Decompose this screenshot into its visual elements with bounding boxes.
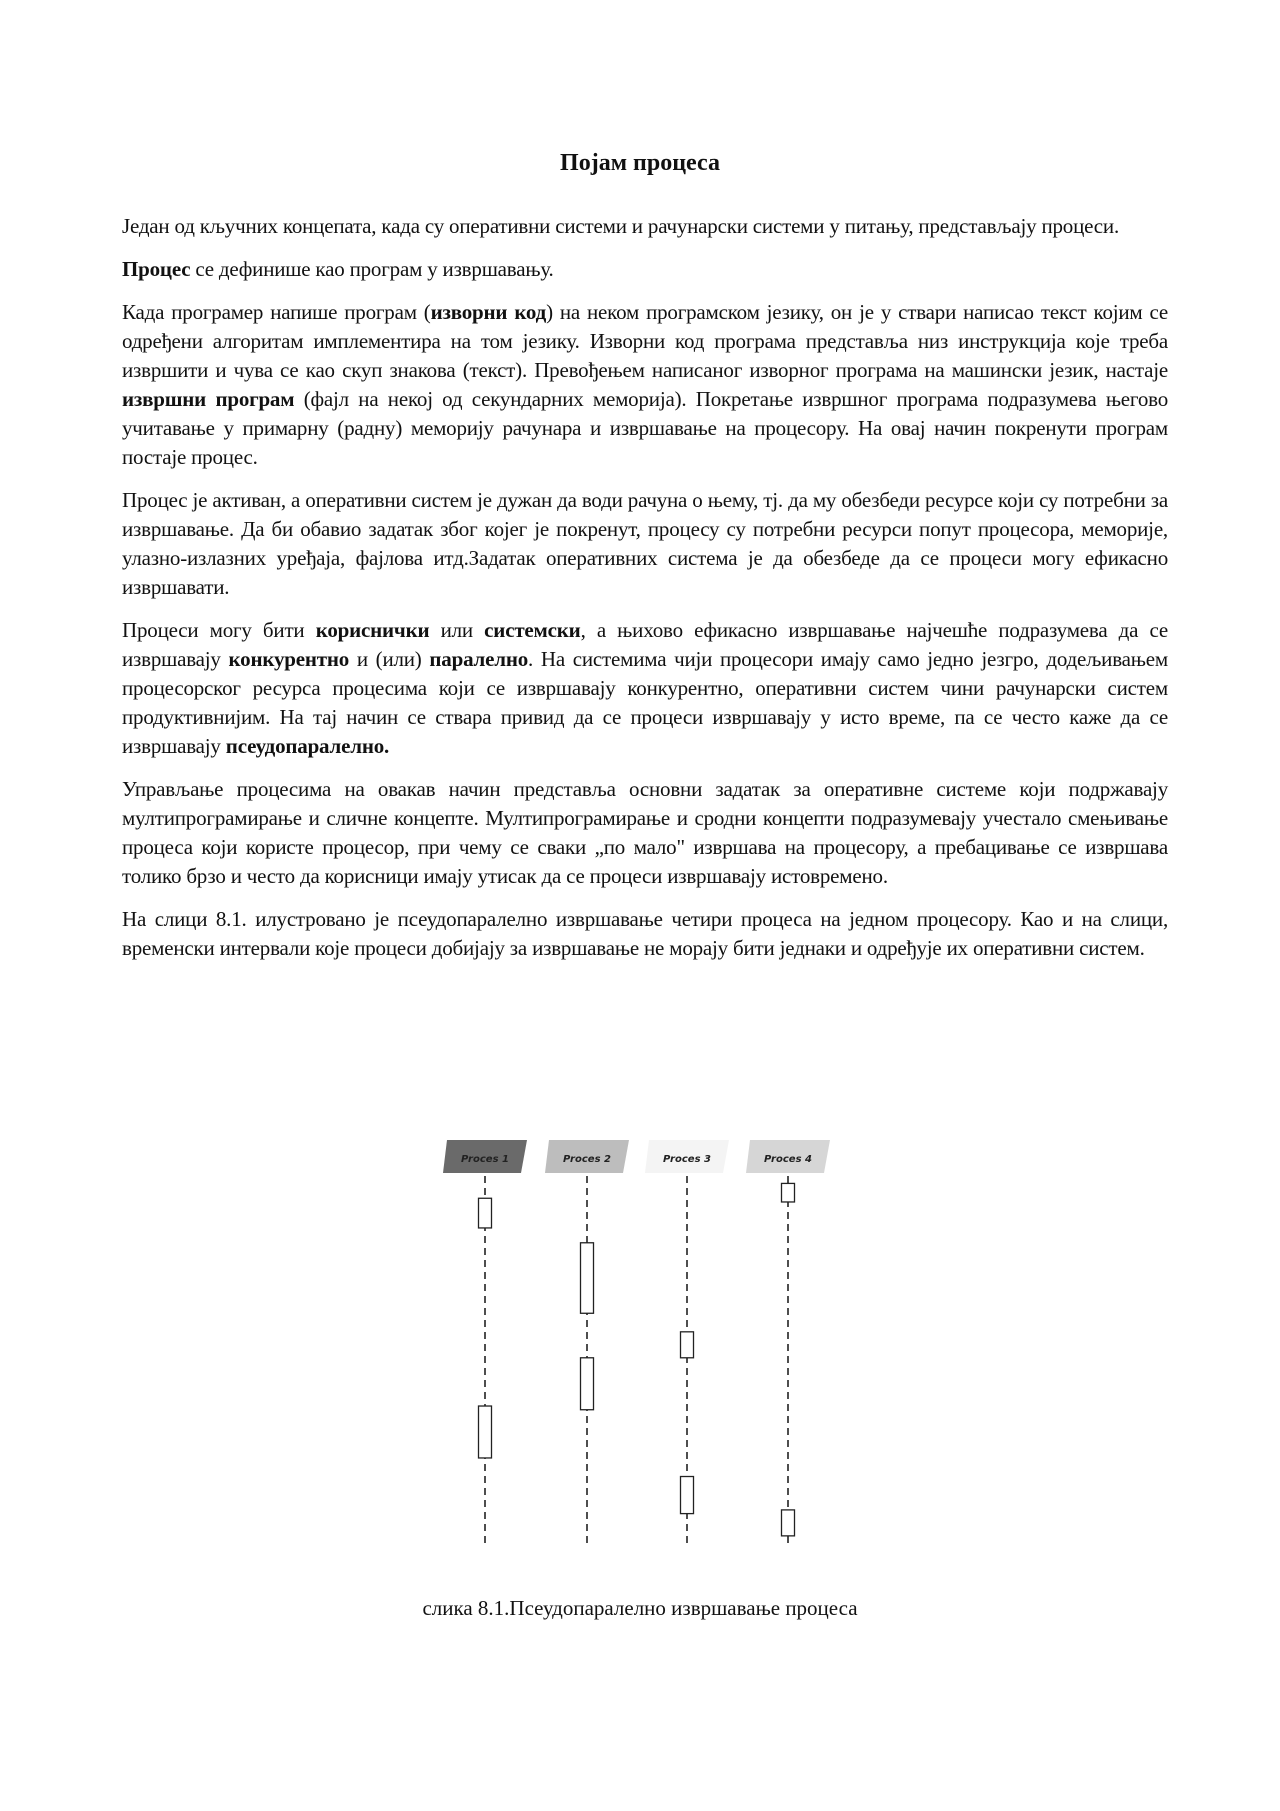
text-run: се дефинише као програм у извршавању. bbox=[190, 257, 554, 281]
process-label: Proces 4 bbox=[764, 1154, 812, 1165]
cpu-burst bbox=[581, 1243, 594, 1313]
paragraph bbox=[122, 212, 1168, 241]
bold-term: псеудопаралелно. bbox=[225, 734, 390, 758]
text-run: Процес је активан, а оперативни систем је дужан да води рачуна о њему, тј. да му обезбеди ресурсе који су потребни за извршавање. Да би обавио задатак због којег је покренут, процесу су потребни ресурси попут процесора, меморије, улазно-излазних уређаја, фајлова итд.Задатак оперативних система је да обезбеде да се процеси могу ефикасно извршавати. bbox=[122, 488, 1168, 599]
text-run: ) на неком програмском језику, он је у ствари написао текст којим се одређени алгоритам имплементира на том језику. Изворни код програма представља низ инструкција које треба извршити и чува се као скуп знакова (текст). Превођењем написаног изворног програма на машински језик, настаје bbox=[122, 300, 1168, 382]
process-label: Proces 3 bbox=[663, 1154, 711, 1165]
cpu-burst bbox=[479, 1406, 492, 1458]
bold-term: паралелно bbox=[429, 647, 529, 671]
text-run: Процеси могу бити bbox=[122, 618, 316, 642]
bold-term: кориснички bbox=[315, 618, 430, 642]
bold-term: системски bbox=[484, 618, 581, 642]
process-label: Proces 1 bbox=[461, 1154, 509, 1165]
process-label: Proces 2 bbox=[563, 1154, 611, 1165]
text-run: (фајл на некој од секундарних меморија). Покретање извршног програма подразумева његово учитавање у примарну (радну) меморију рачунара и извршавање на процесору. На овај начин покренути програм постаје процес. bbox=[122, 387, 1168, 469]
document-body bbox=[122, 212, 1168, 977]
cpu-burst bbox=[782, 1510, 795, 1536]
text-run: На слици 8.1. илустровано је псеудопаралелно извршавање четири процеса на једном процесору. Као и на слици, временски интервали које процеси добијају за извршавање не морају бити једнаки и одређује их оперативни систем. bbox=[122, 907, 1168, 960]
cpu-burst bbox=[681, 1477, 694, 1514]
paragraph bbox=[122, 905, 1168, 963]
cpu-burst bbox=[782, 1183, 795, 1202]
process-timeline-figure bbox=[440, 1135, 850, 1575]
text-run: Управљање процесима на овакав начин представља основни задатак за оперативне системе који подржавају мултипрограмирање и сличне концепте. Мултипрограмирање и сродни концепти подразумевају учестало смењивање процеса који користе процесор, при чему се сваки „по мало" извршава на процесору, а пребацивање се извршава толико брзо и често да корисници имају утисак да се процеси извршавају истовремено. bbox=[122, 777, 1168, 888]
text-run: и (или) bbox=[349, 647, 430, 671]
bold-term: конкурентно bbox=[228, 647, 350, 671]
paragraph bbox=[122, 255, 1168, 284]
paragraph bbox=[122, 616, 1168, 761]
text-run: Када програмер напише програм ( bbox=[122, 300, 431, 324]
bold-term: Процес bbox=[122, 257, 191, 281]
text-run: или bbox=[429, 618, 485, 642]
bold-term: извршни програм bbox=[122, 387, 295, 411]
paragraph bbox=[122, 775, 1168, 891]
text-run: Један од кључних концепата, када су оперативни системи и рачунарски системи у питању, представљају процеси. bbox=[122, 214, 1119, 238]
cpu-burst bbox=[681, 1332, 694, 1358]
page-title: Појам процеса bbox=[560, 150, 720, 176]
text-run: , а њихово ефикасно извршавање најчешће подразумева да се извршавају bbox=[122, 618, 1169, 671]
bold-term: изворни код bbox=[430, 300, 547, 324]
cpu-burst bbox=[479, 1198, 492, 1228]
paragraph bbox=[122, 486, 1168, 602]
text-run: . На системима чији процесори имају само једно језгро, додељивањем процесорског ресурса процесима који се извршавају конкурентно, оперативни систем чини рачунарски систем продуктивнијим. На тај начин се ствара привид да се процеси извршавају у исто време, па се често каже да се извршавају bbox=[122, 647, 1168, 758]
cpu-burst bbox=[581, 1358, 594, 1410]
paragraph bbox=[122, 298, 1168, 472]
figure-caption: слика 8.1.Псеудопаралелно извршавање процеса bbox=[422, 1596, 858, 1620]
